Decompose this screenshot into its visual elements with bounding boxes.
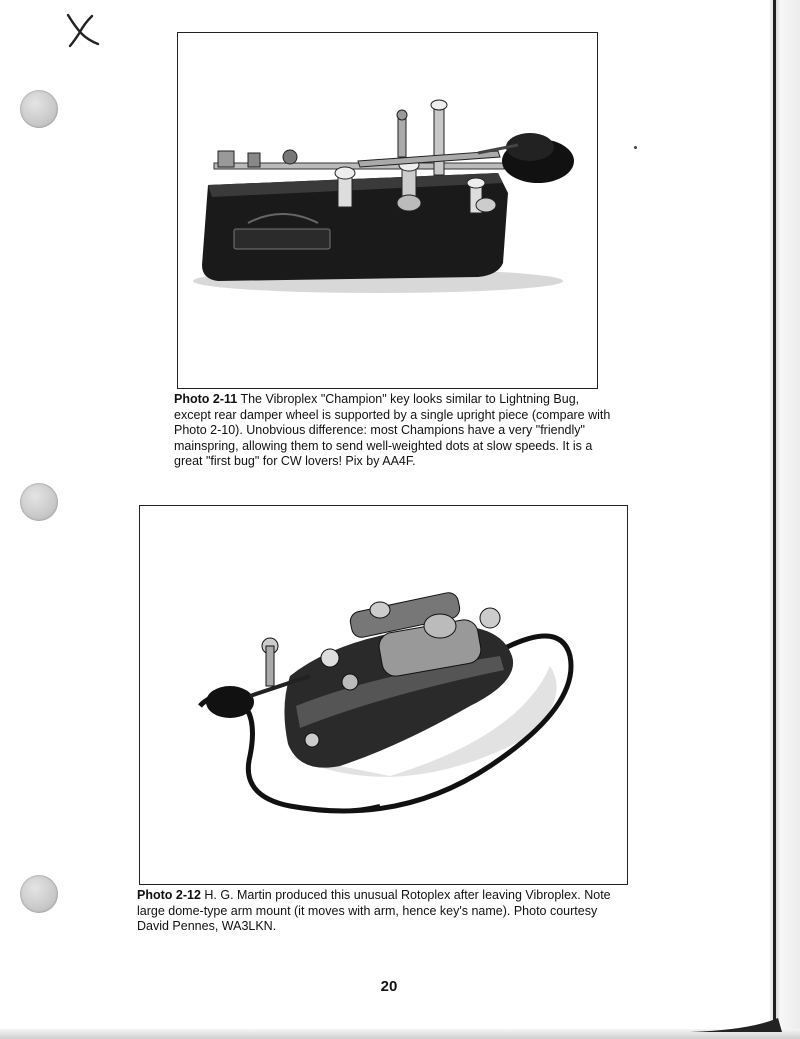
page-curl-icon <box>690 1010 785 1035</box>
photo-2-12-frame <box>139 505 628 885</box>
telegraph-key-icon <box>178 33 597 388</box>
page-number: 20 <box>380 978 398 995</box>
page-edge-line <box>773 0 776 1020</box>
photo-2-11-frame <box>177 32 598 389</box>
punch-hole <box>20 90 58 128</box>
caption-text: H. G. Martin produced this unusual Rotoplex after leaving Vibroplex. Note large dome-type arm mount (it moves with arm, hence key's name). Photo courtesy David Pennes, WA3LKN. <box>137 888 611 933</box>
handwritten-x-mark <box>62 12 104 48</box>
page-bottom-edge <box>0 1029 800 1039</box>
photo-label: Photo 2-11 <box>174 392 238 406</box>
caption-text: The Vibroplex "Champion" key looks similar to Lightning Bug, except rear damper wheel is supported by a single upright piece (compare with Photo 2-10). Unobvious difference: most Champions have a very "friendly" mainspring, allowing them to send well-weighted dots at slow speeds. It is a great "first bug" for CW lovers! Pix by AA4F. <box>174 392 611 468</box>
photo-2-11-caption <box>174 392 614 470</box>
photo-label: Photo 2-12 <box>137 888 201 902</box>
photo-2-12-caption <box>137 888 627 935</box>
telegraph-key-icon <box>140 506 627 884</box>
punch-hole <box>20 875 58 913</box>
scan-speck <box>634 146 637 149</box>
punch-hole <box>20 483 58 521</box>
